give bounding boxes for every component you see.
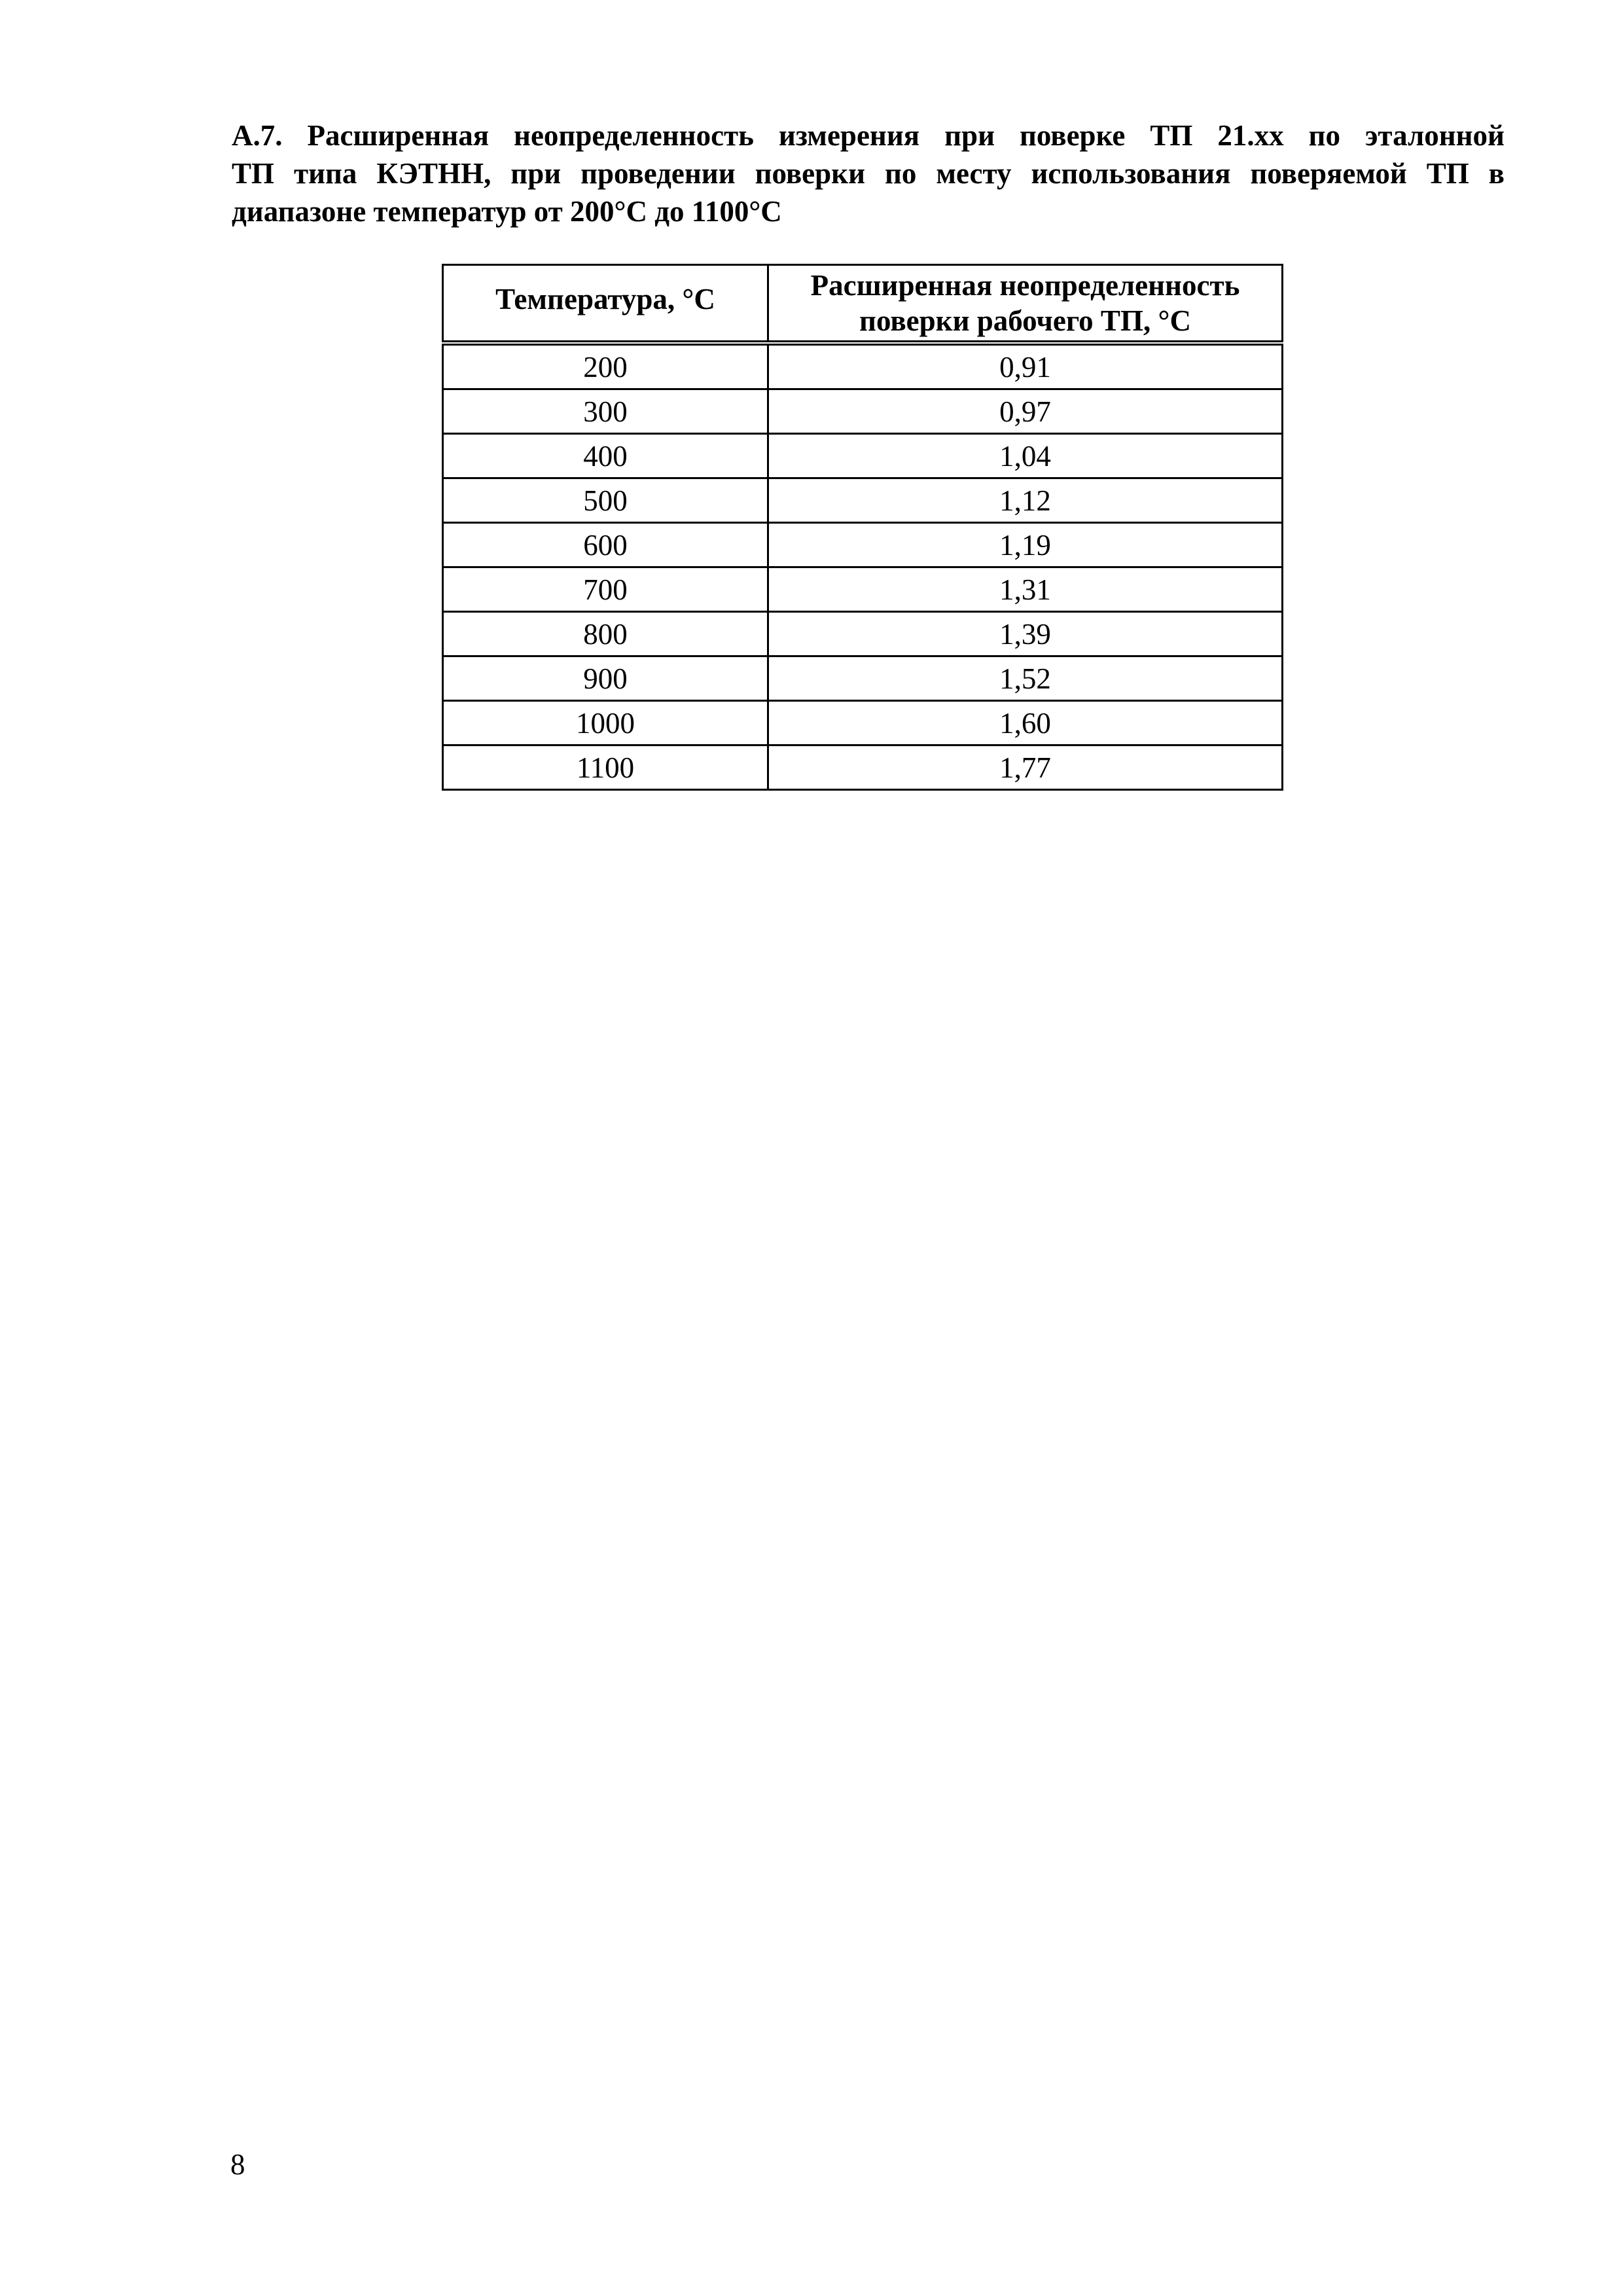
cell-temperature: 1000 bbox=[443, 701, 768, 745]
table-row bbox=[443, 567, 1283, 612]
cell-uncertainty: 0,91 bbox=[768, 343, 1283, 389]
cell-temperature: 300 bbox=[443, 389, 768, 434]
cell-uncertainty: 1,39 bbox=[768, 612, 1283, 656]
cell-temperature: 700 bbox=[443, 567, 768, 612]
table-body bbox=[443, 343, 1283, 790]
cell-uncertainty: 0,97 bbox=[768, 389, 1283, 434]
cell-uncertainty: 1,52 bbox=[768, 656, 1283, 701]
table-header bbox=[443, 265, 1283, 344]
cell-uncertainty: 1,12 bbox=[768, 478, 1283, 523]
table-row bbox=[443, 434, 1283, 478]
table-row bbox=[443, 523, 1283, 567]
cell-temperature: 400 bbox=[443, 434, 768, 478]
header-temperature: Температура, °С bbox=[443, 265, 768, 344]
cell-temperature: 1100 bbox=[443, 745, 768, 790]
header-row bbox=[443, 265, 1283, 344]
cell-temperature: 500 bbox=[443, 478, 768, 523]
cell-temperature: 800 bbox=[443, 612, 768, 656]
page-number: 8 bbox=[230, 2148, 245, 2181]
heading-line-2: ТП типа КЭТНН, при проведении поверки по месту использования поверяемой ТП в bbox=[232, 157, 1505, 190]
table-row bbox=[443, 612, 1283, 656]
cell-uncertainty: 1,31 bbox=[768, 567, 1283, 612]
section-heading bbox=[232, 117, 1505, 230]
cell-uncertainty: 1,60 bbox=[768, 701, 1283, 745]
header-uncertainty: Расширенная неопределенность поверки рабочего ТП, °С bbox=[768, 265, 1283, 344]
heading-line-3: диапазоне температур от 200°С до 1100°С bbox=[232, 195, 782, 228]
cell-uncertainty: 1,19 bbox=[768, 523, 1283, 567]
table-row bbox=[443, 478, 1283, 523]
table-row bbox=[443, 343, 1283, 389]
table-row bbox=[443, 745, 1283, 790]
table-row bbox=[443, 701, 1283, 745]
cell-uncertainty: 1,77 bbox=[768, 745, 1283, 790]
cell-temperature: 900 bbox=[443, 656, 768, 701]
heading-line-1: А.7. Расширенная неопределенность измерения при поверке ТП 21.xx по эталонной bbox=[232, 119, 1505, 152]
table-row bbox=[443, 389, 1283, 434]
cell-temperature: 600 bbox=[443, 523, 768, 567]
cell-uncertainty: 1,04 bbox=[768, 434, 1283, 478]
uncertainty-table bbox=[442, 264, 1283, 791]
cell-temperature: 200 bbox=[443, 343, 768, 389]
table-row bbox=[443, 656, 1283, 701]
